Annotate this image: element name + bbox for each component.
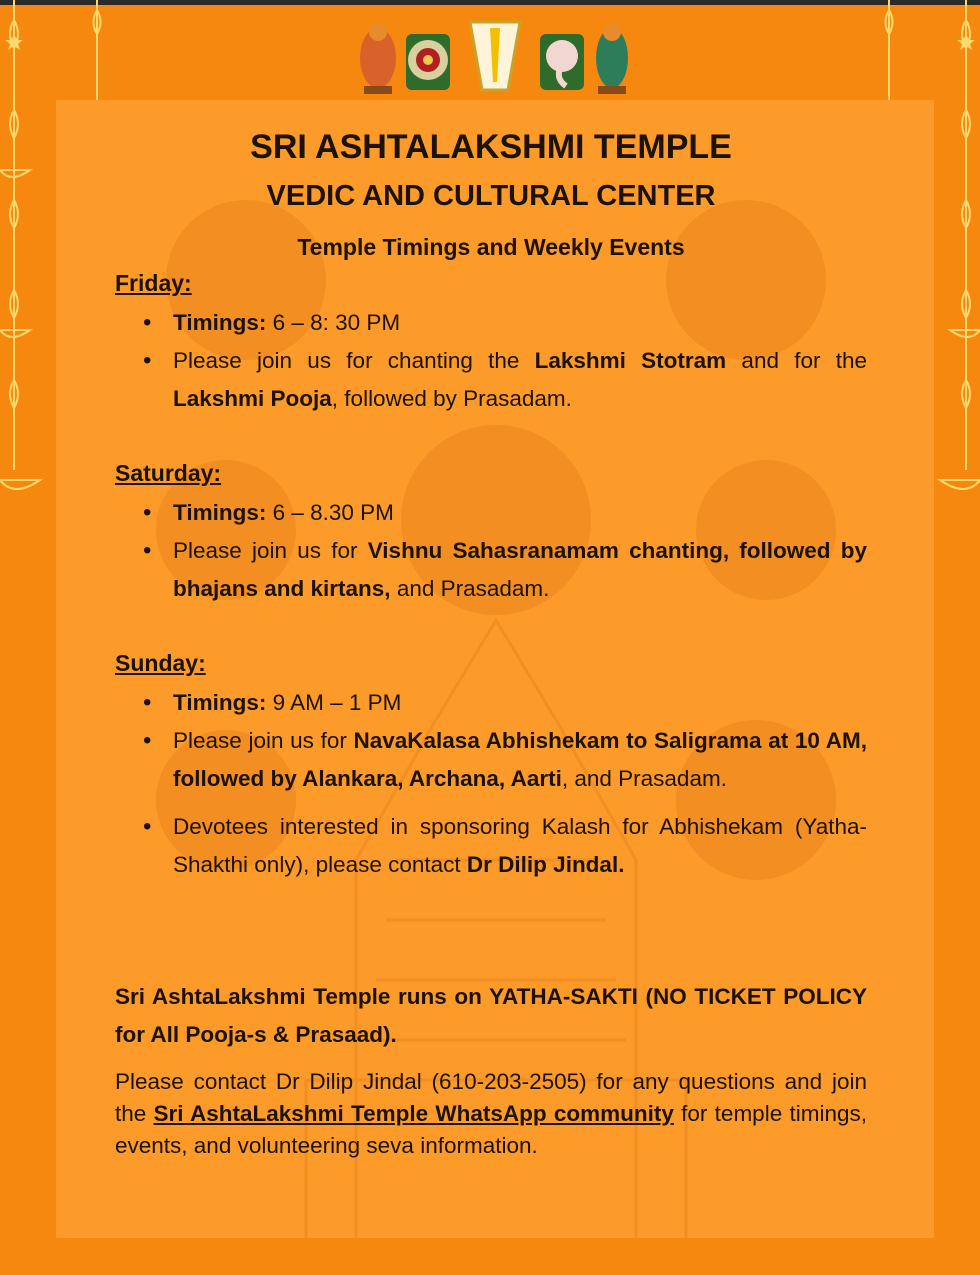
list-item: • Timings: 9 AM – 1 PM [115,684,867,722]
center-subtitle: VEDIC AND CULTURAL CENTER [266,180,716,212]
yatha-sakti-policy: Sri AshtaLakshmi Temple runs on YATHA-SAKTI (NO TICKET POLICY for All Pooja-s & Prasaad). [115,984,867,1047]
list-item: • Please join us for chanting the Lakshmi Stotram and for the Lakshmi Pooja, followed by Prasadam. [115,342,867,418]
namam-icon [470,22,520,90]
header-deities [350,14,640,100]
contact-info: Please contact Dr Dilip Jindal (610-203-2505) for any questions and join the Sri AshtaLakshmi Temple WhatsApp community for temple timings, events, and volunteering seva information. [115,1069,867,1158]
sunday-heading: Sunday: [115,650,206,676]
saturday-heading: Saturday: [115,460,222,486]
hanging-lamp-left-icon [0,0,56,520]
chakra-icon [406,34,450,90]
whatsapp-community-link[interactable]: Sri AshtaLakshmi Temple WhatsApp community [153,1101,674,1126]
list-item: • Timings: 6 – 8: 30 PM [115,304,867,342]
friday-heading: Friday: [115,270,192,296]
list-item: • Please join us for Vishnu Sahasranamam chanting, followed by bhajans and kirtans, and Prasadam. [115,532,867,608]
list-item: • Devotees interested in sponsoring Kalash for Abhishekam (Yatha-Shakthi only), please contact Dr Dilip Jindal. [115,808,867,884]
ganesha-icon [540,34,584,90]
timings-heading: Temple Timings and Weekly Events [297,234,685,260]
top-border [0,0,980,5]
list-item: • Timings: 6 – 8.30 PM [115,494,867,532]
garuda-icon [596,23,628,94]
hanuman-icon [360,23,396,94]
list-item: • Please join us for NavaKalasa Abhishekam to Saligrama at 10 AM, followed by Alankara, Archana, Aarti, and Prasadam. [115,722,867,798]
temple-title: SRI ASHTALAKSHMI TEMPLE [250,128,732,166]
sunday-list [115,684,867,884]
saturday-list [115,494,867,608]
friday-list [115,304,867,418]
